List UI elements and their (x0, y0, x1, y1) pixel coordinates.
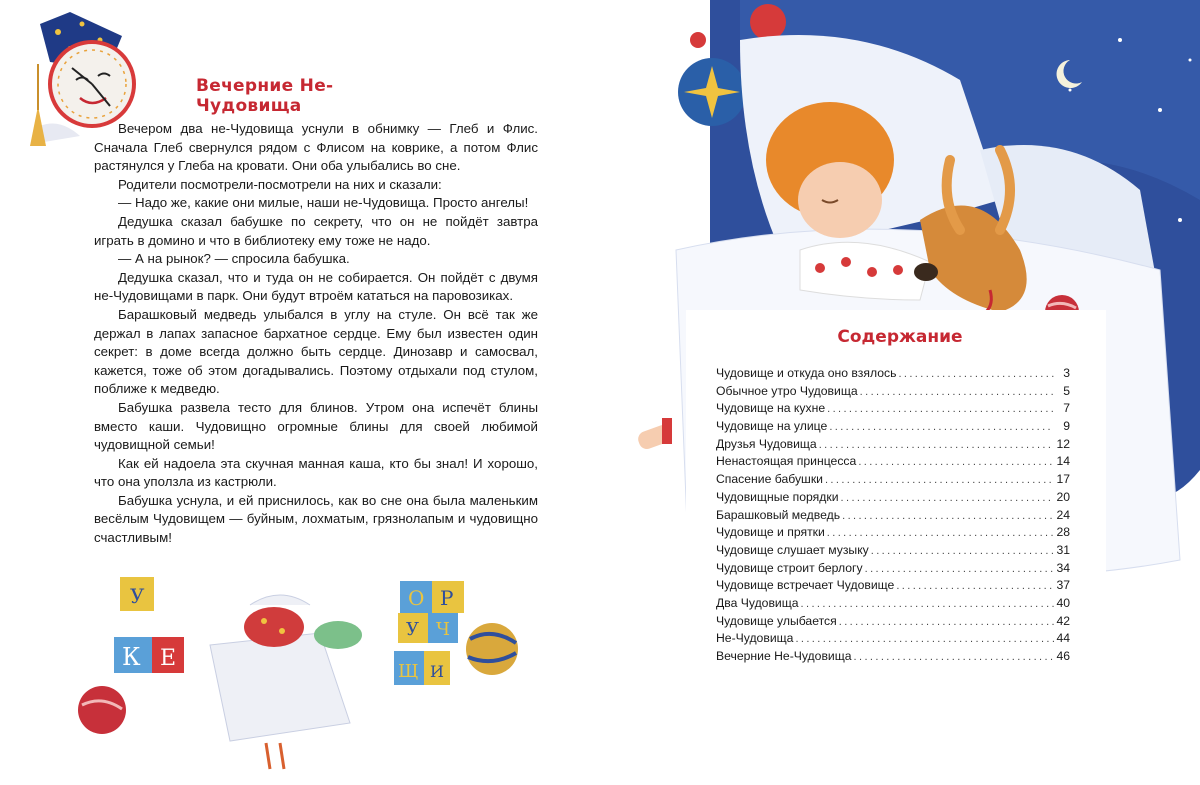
toc-leader-dots (795, 633, 1054, 645)
toc-leader-dots (842, 510, 1054, 522)
toc-leader-dots (865, 563, 1054, 575)
toc-item[interactable] (716, 401, 1070, 419)
story-paragraph: Бабушка уснула, и ей приснилось, как во сне она была маленьким весёлым Чудовищем — буйным, лохматым, грязнолапым и чудовищно счастливым! (94, 492, 538, 546)
toc-heading: Содержание (837, 327, 963, 347)
block-letter: О (408, 586, 425, 610)
toc-item-title: Вечерние Не-Чудовища (716, 649, 852, 663)
toc-leader-dots (827, 527, 1054, 539)
toc-item-title: Чудовищные порядки (716, 489, 839, 504)
ball-shape (78, 686, 126, 734)
toc-item-title: Чудовище улыбается (716, 613, 837, 628)
toy-blocks-illustration (60, 565, 530, 780)
toc-item[interactable] (716, 454, 1070, 472)
toc-item-page: 31 (1056, 542, 1070, 557)
toc-leader-dots (839, 616, 1054, 628)
toc-item-title: Чудовище на улице (716, 419, 828, 434)
story-paragraph: Барашковый медведь улыбался в углу на стуле. Он всё так же держал в лапах запасное бархатное сердце. Ему был известен один секрет: в доме всегда должно быть сердце. Динозавр и самосвал, кажется, тоже об этом догадывались. Поэтому отдыхали под стулом, поближе к медведю. (94, 306, 538, 397)
toc-item[interactable] (716, 490, 1070, 508)
toc-item[interactable] (716, 578, 1070, 596)
story-paragraph: Родители посмотрели-посмотрели на них и сказали: (118, 176, 442, 192)
toc-item-title: Не-Чудовища (716, 631, 794, 646)
story-paragraph: — Надо же, какие они милые, наши не-Чудовища. Просто ангелы! (118, 195, 529, 211)
toc-item[interactable] (716, 437, 1070, 455)
table-of-contents (716, 366, 1070, 667)
toc-leader-dots (841, 492, 1054, 504)
toc-leader-dots (825, 474, 1054, 486)
toc-item-page: 14 (1056, 454, 1070, 469)
story-title: Вечерние Не-Чудовища (196, 76, 334, 116)
toc-item-page: 5 (1063, 383, 1070, 398)
story-paragraph: Дедушка сказал бабушке по секрету, что он не пойдёт завтра играть в домино и что в библиотеку ему тоже не надо. (94, 213, 538, 248)
toc-item-title: Друзья Чудовища (716, 436, 817, 451)
story-body (94, 120, 538, 548)
toc-item-page: 3 (1063, 366, 1070, 380)
toc-leader-dots (858, 456, 1054, 468)
child-face-shape (798, 162, 882, 238)
toc-item-page: 20 (1056, 489, 1070, 504)
block-letter: Е (160, 646, 177, 671)
toc-item[interactable] (716, 614, 1070, 632)
toc-item-title: Чудовище слушает музыку (716, 542, 869, 557)
toc-item-page: 24 (1056, 507, 1070, 522)
block-letter: У (130, 584, 145, 608)
toc-item-page: 9 (1063, 419, 1070, 434)
block-letter: У (406, 619, 420, 640)
ball-shape (750, 4, 786, 40)
toc-item-page: 17 (1056, 472, 1070, 487)
toc-leader-dots (829, 421, 1054, 433)
toc-item[interactable] (716, 472, 1070, 490)
toc-item-title: Два Чудовища (716, 595, 799, 610)
toc-leader-dots (827, 403, 1054, 415)
toc-leader-dots (854, 651, 1054, 663)
toc-item-title: Чудовище и откуда оно взялось (716, 366, 897, 380)
toc-leader-dots (871, 545, 1054, 557)
toc-leader-dots (896, 580, 1054, 592)
toc-leader-dots (819, 439, 1054, 451)
toc-item-page: 7 (1063, 401, 1070, 416)
toc-item[interactable] (716, 649, 1070, 667)
toc-item[interactable] (716, 561, 1070, 579)
toc-item-page: 28 (1056, 525, 1070, 540)
toc-item-page: 44 (1056, 631, 1070, 646)
toc-item-page: 37 (1056, 578, 1070, 593)
toc-item-page: 46 (1056, 649, 1070, 663)
block-letter: К (122, 643, 141, 671)
toc-item[interactable] (716, 631, 1070, 649)
toc-item-title: Чудовище строит берлогу (716, 560, 863, 575)
story-paragraph: Бабушка развела тесто для блинов. Утром она испечёт блины вместо каши. Чудовищно огромные блины для своей любимой чудовищной семьи! (94, 399, 538, 453)
toc-item[interactable] (716, 543, 1070, 561)
toc-item-page: 40 (1056, 595, 1070, 610)
toc-item-title: Барашковый медведь (716, 507, 841, 522)
toc-leader-dots (898, 368, 1054, 380)
toc-item[interactable] (716, 525, 1070, 543)
story-paragraph: Как ей надоела эта скучная манная каша, кто бы знал! И хорошо, что она уползла из кастрюли. (94, 455, 538, 490)
toc-item[interactable] (716, 508, 1070, 526)
toc-item-title: Обычное утро Чудовища (716, 383, 858, 398)
block-letter: Щ (398, 661, 419, 682)
story-paragraph: — А на рынок? — спросила бабушка. (118, 251, 350, 267)
toc-item-title: Спасение бабушки (716, 472, 823, 487)
toc-leader-dots (801, 598, 1054, 610)
toc-leader-dots (860, 386, 1054, 398)
toc-item[interactable] (716, 384, 1070, 402)
block-letter: Р (440, 586, 454, 610)
toc-item-page: 42 (1056, 613, 1070, 628)
toc-item-title: Чудовище на кухне (716, 401, 826, 416)
story-paragraph: Вечером два не-Чудовища уснули в обнимку — Глеб и Флис. Сначала Глеб свернулся рядом с Флисом на коврике, а потом Флис растянулся у Глеба на кровати. Они оба улыбались во сне. (94, 121, 538, 174)
toc-item[interactable] (716, 366, 1070, 384)
ball-shape (466, 623, 518, 675)
toc-item-title: Чудовище встречает Чудовище (716, 578, 895, 593)
toc-item-title: Чудовище и прятки (716, 525, 825, 540)
toc-item-title: Ненастоящая принцесса (716, 454, 857, 469)
toc-item[interactable] (716, 419, 1070, 437)
pillow-shape (210, 633, 350, 741)
toc-item-page: 12 (1056, 436, 1070, 451)
block-letter: И (430, 662, 444, 681)
toc-item-page: 34 (1056, 560, 1070, 575)
toc-item[interactable] (716, 596, 1070, 614)
block-letter: Ч (436, 619, 450, 640)
story-paragraph: Дедушка сказал, что и туда он не собирается. Он пойдёт с двумя не-Чудовищами в парк. Они будут втроём кататься на паровозиках. (94, 269, 538, 304)
